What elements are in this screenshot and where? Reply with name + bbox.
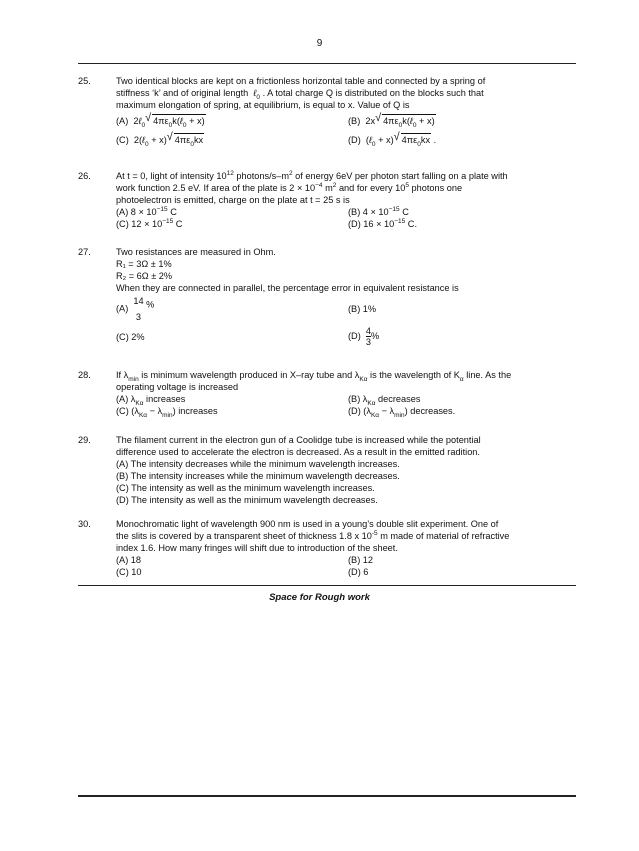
option-c[interactable]: (C) 10	[116, 567, 142, 577]
option-d[interactable]: (D) 6	[348, 567, 369, 577]
options-row	[116, 326, 576, 347]
question-text-line: Two resistances are measured in Ohm.	[116, 247, 276, 257]
question-text-line: R₂ = 6Ω ± 2%	[116, 271, 173, 281]
option-b[interactable]: (B) 12	[348, 555, 374, 565]
question-text-line: index 1.6. How many fringes will shift due to introduction of the sheet.	[116, 543, 398, 553]
rough-work-rule	[78, 585, 576, 586]
question-text-line: Monochromatic light of wavelength 900 nm is used in a young’s double slit experiment. One of	[116, 519, 499, 529]
question-text-line: the slits is covered by a transparent sheet of thickness 1.8 x $10^{-5}$ m made of material of refractive	[116, 529, 510, 541]
option-d[interactable]: (D) $\frac{4}{3}$ %	[348, 326, 380, 347]
question-text-line: work function 2.5 eV. If area of the plate is $2 \times 10^{-4}$ $m^2$ and for every $10^5$ photons one	[116, 181, 463, 193]
option-a[interactable]: (A) 2ℓ$_0$√ $4\pi\varepsilon_0k(\ell_0 + x)$	[116, 114, 348, 127]
question-number: 29.	[78, 435, 91, 445]
option-c[interactable]: (C) $12 \times 10^{-15}$ C	[116, 217, 183, 229]
option-b[interactable]: (B) The intensity increases while the minimum wavelength decreases.	[116, 471, 400, 481]
question-27	[78, 246, 576, 347]
options-row	[116, 566, 576, 578]
option-b[interactable]: (B) $\lambda_{K\alpha}$ decreases	[348, 394, 421, 407]
question-text-line: difference used to accelerate the electron is decreased. As a result in the emitted radition.	[116, 447, 480, 457]
option-b[interactable]: (B) 2x√ $4\pi\varepsilon_0k(\ell_0 + x)$	[348, 114, 576, 127]
question-30	[78, 518, 576, 578]
question-text-line: photoelectron is emitted, charge on the plate at t = 25 s is	[116, 195, 350, 205]
question-number: 25.	[78, 76, 91, 86]
option-c[interactable]: (C) The intensity as well as the minimum wavelength increases.	[116, 483, 375, 493]
option-a[interactable]: (A) 18	[116, 555, 142, 565]
fraction: $\frac{4}{3}$	[365, 326, 371, 347]
question-29	[78, 434, 576, 506]
question-text-line: The filament current in the electron gun of a Coolidge tube is increased while the potential	[116, 435, 481, 445]
option-a[interactable]: (A) The intensity decreases while the minimum wavelength increases.	[116, 459, 400, 469]
question-number: 26.	[78, 171, 91, 181]
options-row	[116, 393, 576, 405]
question-text-line: R₁ = 3Ω ± 1%	[116, 259, 172, 269]
question-28	[78, 369, 576, 417]
question-number: 30.	[78, 519, 91, 529]
question-text-line: If $\lambda_{min}$ is minimum wavelength produced in X–ray tube and $\lambda_{K\alpha}$ is the wavelength of $K_\alpha$ line. As the	[116, 370, 512, 383]
rough-work-label: Space for Rough work	[269, 592, 370, 603]
option-a[interactable]: (A) $\lambda_{K\alpha}$ increases	[116, 394, 186, 407]
options-row	[116, 405, 576, 417]
question-number: 28.	[78, 370, 91, 380]
header-rule	[78, 63, 576, 64]
question-text-line: operating voltage is increased	[116, 382, 239, 392]
options-row	[116, 133, 576, 146]
option-a[interactable]: (A) 14 3 %	[116, 296, 155, 322]
option-d[interactable]: (D) (ℓ$_0$ + x)√ $4\pi\varepsilon_0kx$ .	[348, 133, 576, 146]
footer-rule	[78, 795, 576, 797]
question-text-line: At t = 0, light of intensity $10^{12}$ photons/$s-m^2$ of energy 6eV per photon start falling on a plate with	[116, 169, 508, 181]
page-number: 9	[316, 38, 323, 49]
option-b[interactable]: (B) 1%	[348, 304, 377, 314]
question-25	[78, 75, 576, 146]
question-text-line: maximum elongation of spring, at equilibrium, is equal to x. Value of Q is	[116, 100, 410, 110]
options-row	[116, 114, 576, 127]
option-a[interactable]: (A) $8 \times 10^{-15}$ C	[116, 205, 177, 217]
question-text-line: When they are connected in parallel, the percentage error in equivalent resistance is	[116, 283, 459, 293]
question-text-line: stiffness ‘k’ and of original length ℓ$_0$ . A total charge Q is distributed on the blocks such that	[116, 88, 484, 101]
options-row	[116, 554, 576, 566]
options-row	[116, 206, 576, 218]
option-d[interactable]: (D) $(\lambda_{K\alpha} - \lambda_{min})$ decreases.	[348, 406, 456, 419]
options-row	[116, 218, 576, 230]
question-number: 27.	[78, 247, 91, 257]
question-26	[78, 170, 576, 230]
fraction: 14 3	[133, 296, 144, 322]
option-c[interactable]: (C) 2%	[116, 331, 145, 342]
question-text-line: Two identical blocks are kept on a frictionless horizontal table and connected by a spring of	[116, 76, 486, 86]
option-d[interactable]: (D) $16 \times 10^{-15}$ C.	[348, 217, 417, 229]
option-d[interactable]: (D) The intensity as well as the minimum wavelength decreases.	[116, 495, 378, 505]
option-b[interactable]: (B) $4 \times 10^{-15}$ C	[348, 205, 409, 217]
options-row	[116, 296, 576, 322]
option-c[interactable]: (C) $(\lambda_{K\alpha} - \lambda_{min})$ increases	[116, 406, 218, 419]
option-c[interactable]: (C) 2(ℓ$_0$ + x)√ $4\pi\varepsilon_0kx$	[116, 133, 348, 146]
